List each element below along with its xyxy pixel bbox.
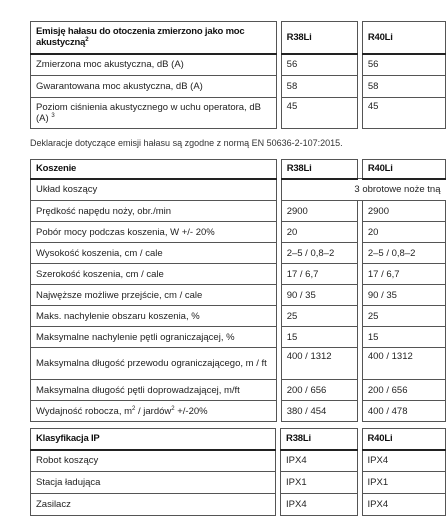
cell-r40li: 25 xyxy=(362,306,445,327)
row-label: Szerokość koszenia, cm / cale xyxy=(31,264,277,285)
row-label: Układ koszący xyxy=(31,179,277,201)
table-row xyxy=(31,243,446,264)
cell-r40li: 200 / 656 xyxy=(362,380,445,401)
table-row xyxy=(31,54,446,76)
header-r38li: R38Li xyxy=(281,160,357,179)
noise-header-label: Emisję hałasu do otoczenia zmierzono jako moc akustyczną$^2$ xyxy=(31,22,277,54)
ip-header-label: Klasyfikacja IP xyxy=(31,429,276,450)
table-row xyxy=(31,380,446,401)
header-r38li: R38Li xyxy=(281,22,357,54)
cell-r40li: 400 / 478 xyxy=(362,401,445,422)
cell-r38li: 380 / 454 xyxy=(281,401,357,422)
header-r40li: R40Li xyxy=(362,429,445,450)
noise-declaration-note: Deklaracje dotyczące emisji hałasu są zgodne z normą EN 50636-2-107:2015. xyxy=(30,138,343,148)
cell-r40li: 45 xyxy=(362,98,445,129)
table-row xyxy=(31,222,446,243)
cell-r40li: 17 / 6,7 xyxy=(362,264,445,285)
cell-r40li: 2900 xyxy=(362,201,445,222)
noise-emission-table xyxy=(30,21,446,129)
cell-r40li: 20 xyxy=(362,222,445,243)
row-label: Najwęższe możliwe przejście, cm / cale xyxy=(31,285,277,306)
mowing-header-label: Koszenie xyxy=(31,160,277,179)
cell-r40li: IPX4 xyxy=(362,450,445,472)
row-label: Zasilacz xyxy=(31,494,276,516)
cell-r38li: 56 xyxy=(281,54,357,76)
mowing-table xyxy=(30,159,446,422)
header-r38li: R38Li xyxy=(281,429,358,450)
row-label: Gwarantowana moc akustyczna, dB (A) xyxy=(31,76,277,98)
cell-r38li: 58 xyxy=(281,76,357,98)
cell-r38li: 25 xyxy=(281,306,357,327)
row-label: Prędkość napędu noży, obr./min xyxy=(31,201,277,222)
row-label: Maksymalna długość przewodu ograniczającego, m / ft xyxy=(31,348,277,380)
ip-classification-table xyxy=(30,428,446,516)
cell-r38li: 90 / 35 xyxy=(281,285,357,306)
cell-r40li: 2–5 / 0,8–2 xyxy=(362,243,445,264)
cell-r38li: 45 xyxy=(281,98,357,129)
table-row xyxy=(31,306,446,327)
table-row xyxy=(31,450,446,472)
table-row xyxy=(31,401,446,422)
table-row xyxy=(31,76,446,98)
cell-r38li: 200 / 656 xyxy=(281,380,357,401)
table-row xyxy=(31,494,446,516)
table-row xyxy=(31,348,446,380)
table-header-row xyxy=(31,429,446,450)
table-row xyxy=(31,98,446,129)
table-row xyxy=(31,472,446,494)
cell-r40li: IPX4 xyxy=(362,494,445,516)
row-label: Robot koszący xyxy=(31,450,276,472)
cell-r38li: IPX1 xyxy=(281,472,358,494)
table-row xyxy=(31,264,446,285)
cell-r38li: 2900 xyxy=(281,201,357,222)
row-label: Maks. nachylenie obszaru koszenia, % xyxy=(31,306,277,327)
table-header-row xyxy=(31,160,446,179)
table-row xyxy=(31,201,446,222)
row-label: Wydajność robocza, $m^2$ / jardów$^2$ +/-20% xyxy=(31,401,277,422)
row-label: Poziom ciśnienia akustycznego w uchu operatora, dB (A) $^3$ xyxy=(31,98,277,129)
row-label: Zmierzona moc akustyczna, dB (A) xyxy=(31,54,277,76)
cell-r40li: 58 xyxy=(362,76,445,98)
blade-system-value: 3 obrotowe noże tną xyxy=(281,179,445,201)
table-header-row xyxy=(31,22,446,54)
row-label: Maksymalne nachylenie pętli ograniczającej, % xyxy=(31,327,277,348)
cell-r40li: 56 xyxy=(362,54,445,76)
cell-r40li: IPX1 xyxy=(362,472,445,494)
cell-r38li: 20 xyxy=(281,222,357,243)
cell-r40li: 400 / 1312 xyxy=(362,348,445,380)
table-row xyxy=(31,179,446,201)
cell-r38li: 400 / 1312 xyxy=(281,348,357,380)
header-r40li: R40Li xyxy=(362,160,445,179)
row-label: Stacja ładująca xyxy=(31,472,276,494)
cell-r38li: 2–5 / 0,8–2 xyxy=(281,243,357,264)
cell-r38li: IPX4 xyxy=(281,494,358,516)
row-label: Maksymalna długość pętli doprowadzającej, m/ft xyxy=(31,380,277,401)
cell-r38li: IPX4 xyxy=(281,450,358,472)
row-label: Pobór mocy podczas koszenia, W +/- 20% xyxy=(31,222,277,243)
header-r40li: R40Li xyxy=(362,22,445,54)
table-row xyxy=(31,327,446,348)
table-row xyxy=(31,285,446,306)
cell-r40li: 90 / 35 xyxy=(362,285,445,306)
cell-r38li: 17 / 6,7 xyxy=(281,264,357,285)
row-label: Wysokość koszenia, cm / cale xyxy=(31,243,277,264)
cell-r40li: 15 xyxy=(362,327,445,348)
cell-r38li: 15 xyxy=(281,327,357,348)
